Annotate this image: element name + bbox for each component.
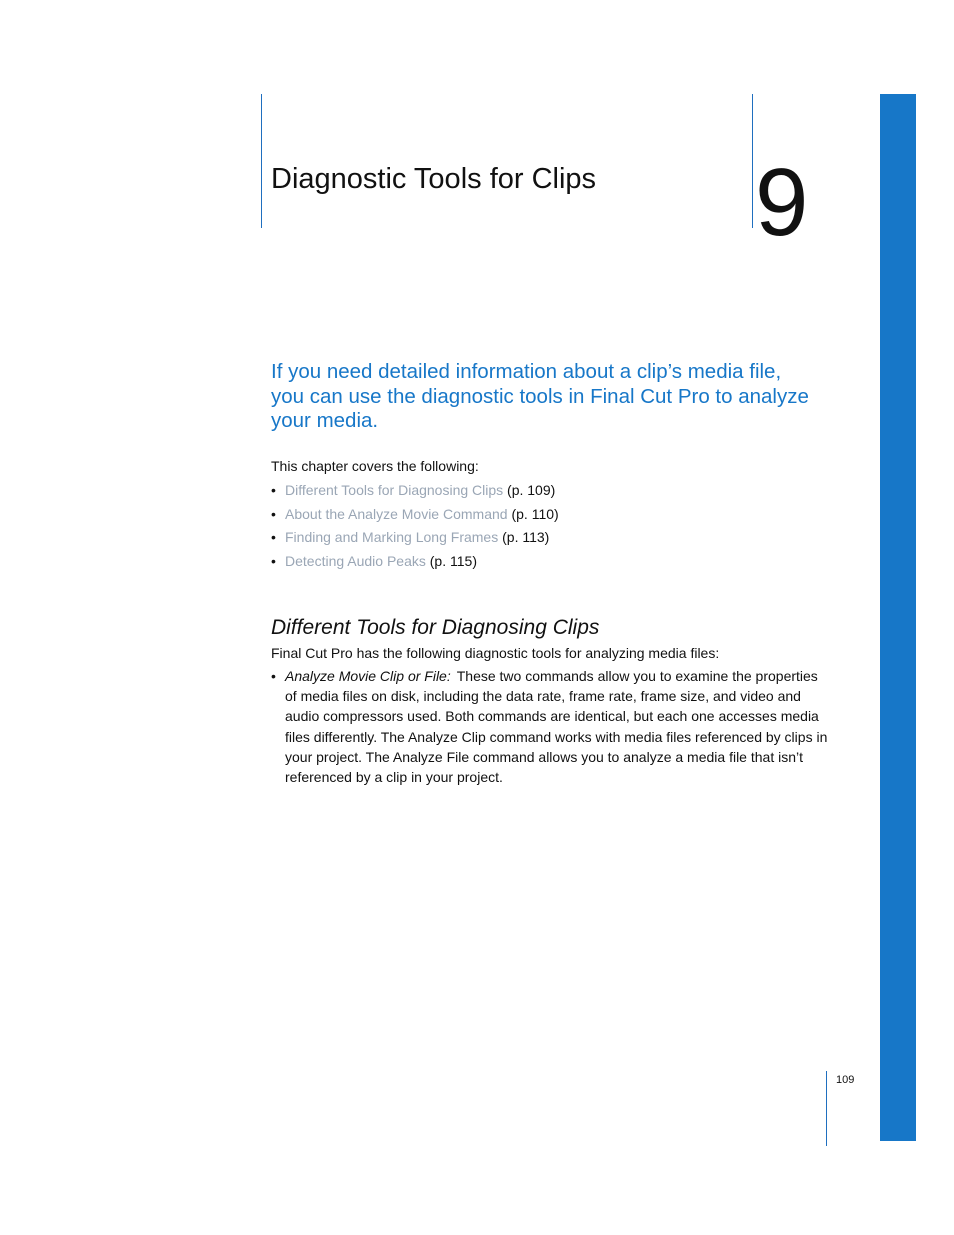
tool-list-item [271, 666, 831, 787]
tool-list [271, 666, 831, 787]
toc-page-ref: (p. 110) [511, 505, 559, 522]
bullet-icon: • [271, 668, 276, 684]
page-number: 109 [836, 1074, 855, 1086]
footer-rule [826, 1071, 827, 1146]
toc-item [271, 526, 559, 550]
toc-item [271, 479, 559, 503]
toc-page-ref: (p. 113) [502, 529, 550, 545]
section-lead: Final Cut Pro has the following diagnostic tools for analyzing media files: [271, 645, 720, 661]
chapter-side-tab [880, 94, 916, 1141]
tool-term: Analyze Movie Clip or File: [285, 668, 451, 684]
bullet-icon: • [271, 552, 276, 569]
bullet-icon: • [271, 482, 276, 498]
chapter-number: 9 [755, 149, 809, 256]
section-heading: Different Tools for Diagnosing Clips [271, 616, 600, 639]
toc-link-audio-peaks[interactable]: Detecting Audio Peaks [285, 552, 426, 569]
chapter-intro: If you need detailed information about a clip’s media file, you can use the diagnostic tools in Final Cut Pro to analyze your media. [271, 360, 809, 432]
toc-item [271, 503, 559, 527]
bullet-icon: • [271, 505, 276, 522]
title-left-rule [261, 94, 262, 228]
bullet-icon: • [271, 529, 276, 545]
toc-page-ref: (p. 115) [429, 552, 477, 569]
covers-label: This chapter covers the following: [271, 458, 479, 474]
toc-link-long-frames[interactable]: Finding and Marking Long Frames [285, 529, 499, 545]
title-right-rule [752, 94, 753, 228]
toc-link-diagnosing-clips[interactable]: Different Tools for Diagnosing Clips [285, 482, 504, 498]
tool-description: These two commands allow you to examine the properties of media files on disk, including the data rate, frame rate, frame size, and video and audio compressors used. Both commands are identical, but each one accesses media files differently. The Analyze Clip command works with media files referenced by clips in your project. The Analyze File command allows you to analyze a media file that isn’t referenced by a clip in your project. [285, 668, 828, 786]
toc-item [271, 550, 559, 574]
toc-page-ref: (p. 109) [507, 482, 556, 498]
chapter-toc [271, 479, 559, 573]
chapter-title: Diagnostic Tools for Clips [271, 163, 597, 195]
toc-link-analyze-movie[interactable]: About the Analyze Movie Command [285, 505, 508, 522]
